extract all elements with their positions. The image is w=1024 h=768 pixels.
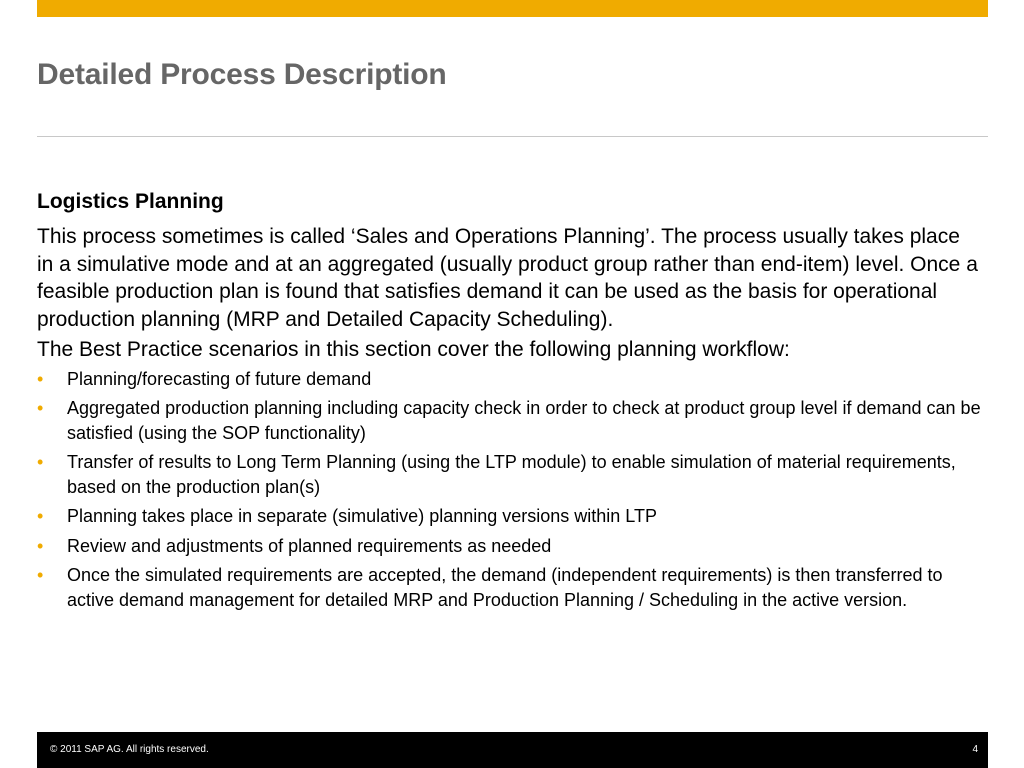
bullet-icon: • — [37, 452, 44, 472]
footer-bar — [37, 732, 988, 768]
list-item-text: Planning takes place in separate (simulative) planning versions within LTP — [67, 506, 657, 526]
bullet-icon: • — [37, 535, 44, 556]
list-item — [37, 534, 982, 559]
title-divider — [37, 136, 988, 137]
slide-content — [37, 187, 982, 617]
workflow-bullet-list — [37, 367, 982, 613]
list-item-text: Review and adjustments of planned requirements as needed — [67, 535, 552, 556]
list-item-text: Aggregated production planning including capacity check in order to check at product group level if demand can be satisfied (using the SOP functionality) — [67, 398, 981, 443]
workflow-paragraph: The Best Practice scenarios in this section cover the following planning workflow: — [37, 338, 790, 361]
copyright-notice: © 2011 SAP AG. All rights reserved. — [50, 744, 209, 755]
list-item — [37, 450, 982, 499]
list-item-text: Planning/forecasting of future demand — [67, 368, 372, 389]
list-item-text: Once the simulated requirements are accepted, the demand (independent requirements) is then transferred to active demand management for detailed MRP and Production Planning / Scheduling in the active version. — [67, 565, 943, 610]
list-item — [37, 396, 982, 445]
list-item-text: Transfer of results to Long Term Planning (using the LTP module) to enable simulation of material requirements, based on the production plan(s) — [67, 452, 956, 497]
intro-paragraph: This process sometimes is called ‘Sales and Operations Planning’. The process usually takes place in a simulative mode and at an aggregated (usually product group rather than end-item) level. Once a feasible production plan is found that satisfies demand it can be used as the basis for operational production planning (MRP and Detailed Capacity Scheduling). — [37, 225, 978, 331]
bullet-icon: • — [37, 398, 44, 418]
list-item — [37, 367, 982, 392]
slide-title: Detailed Process Description — [37, 58, 447, 91]
bullet-icon: • — [37, 565, 44, 585]
bullet-icon: • — [37, 368, 44, 389]
accent-top-bar — [37, 0, 988, 17]
bullet-icon: • — [37, 506, 44, 526]
list-item — [37, 504, 982, 529]
page-number: 4 — [972, 744, 978, 755]
list-item — [37, 563, 982, 612]
section-heading: Logistics Planning — [37, 190, 224, 213]
